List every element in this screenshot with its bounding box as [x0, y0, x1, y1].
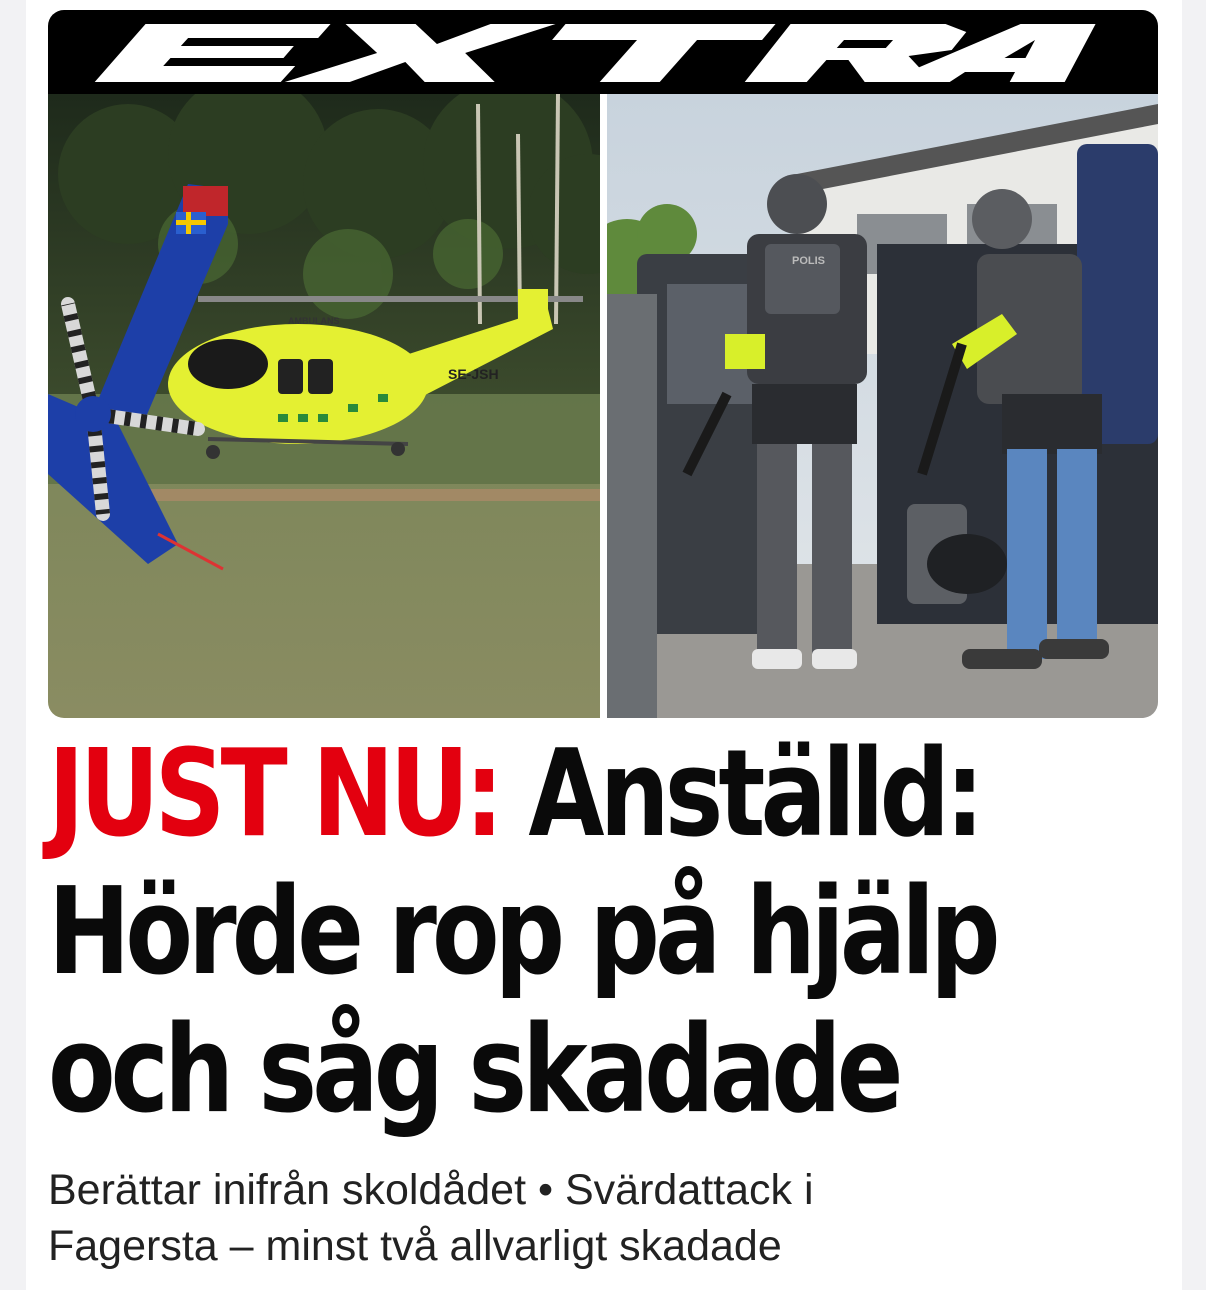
subheadline[interactable] [48, 1162, 1158, 1274]
police-officers-photo[interactable] [607, 94, 1158, 718]
helicopter-brand: AMBULANS [288, 316, 340, 326]
news-card[interactable] [26, 0, 1182, 1290]
police-vest-label: POLIS [792, 255, 826, 267]
headline[interactable] [48, 726, 1163, 1140]
headline-line2: Hörde rop på hjälp [48, 863, 996, 1002]
subheadline-line2: Fagersta – minst två allvarligt skadade [48, 1222, 782, 1270]
hero-images[interactable] [48, 94, 1158, 718]
extra-banner [48, 10, 1158, 94]
headline-line1: Anställd: [528, 725, 980, 864]
ambulance-helicopter-photo[interactable] [48, 94, 600, 718]
subheadline-line1: Berättar inifrån skoldådet • Svärdattack i [48, 1166, 814, 1214]
extra-logo [48, 10, 1158, 94]
headline-line3: och såg skadade [48, 1001, 899, 1140]
helicopter-registration: SE-JSH [448, 366, 499, 382]
headline-kicker: JUST NU: [48, 725, 500, 864]
